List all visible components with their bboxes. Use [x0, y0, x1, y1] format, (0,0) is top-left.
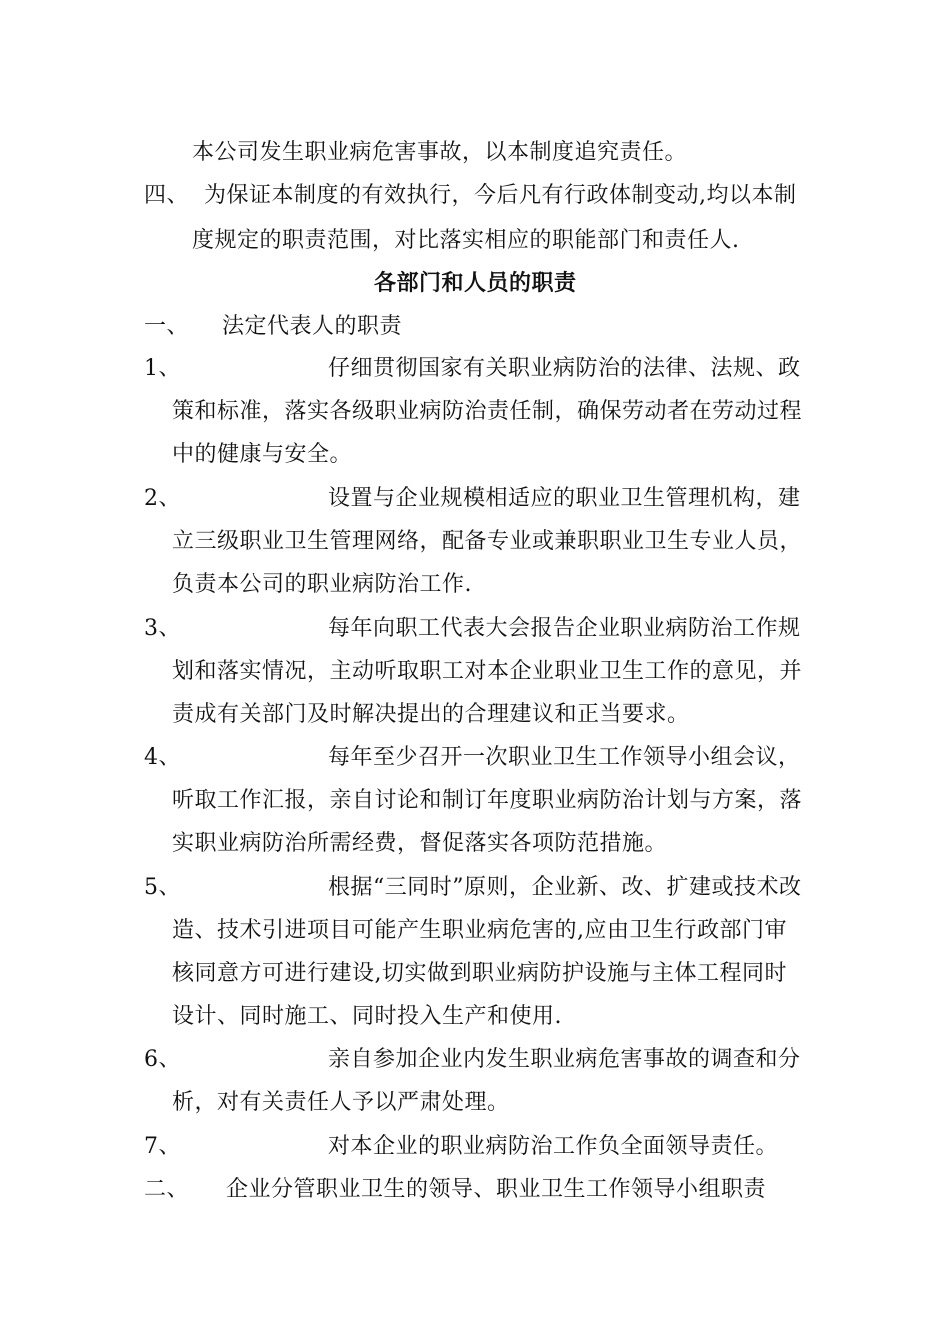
section-heading: 法定代表人的职责	[222, 314, 403, 339]
item-line: 对本企业的职业病防治工作负全面领导责任。	[328, 1134, 779, 1159]
item-number: 4、	[144, 745, 181, 770]
item-line: 立三级职业卫生管理网络，配备专业或兼职职业卫生专业人员，	[172, 529, 803, 554]
item-line: 析，对有关责任人予以严肃处理。	[172, 1090, 510, 1115]
item-line: 实职业病防治所需经费，督促落实各项防范措施。	[172, 831, 668, 856]
item-line: 仔细贯彻国家有关职业病防治的法律、法规、政	[328, 356, 801, 381]
item-line: 设置与企业规模相适应的职业卫生管理机构，建	[328, 486, 801, 511]
item-line: 核同意方可进行建设,切实做到职业病防护设施与主体工程同时	[172, 961, 787, 986]
item-line: 听取工作汇报，亲自讨论和制订年度职业病防治计划与方案，落	[172, 788, 803, 813]
section-number: 四、	[144, 183, 190, 208]
item-number: 6、	[144, 1047, 181, 1072]
section-title: 各部门和人员的职责	[374, 270, 577, 296]
item-line: 根据“三同时”原则，企业新、改、扩建或技术改	[328, 875, 802, 900]
section-number: 一、	[144, 314, 190, 339]
item-line: 每年至少召开一次职业卫生工作领导小组会议，	[328, 745, 801, 770]
item-line: 中的健康与安全。	[172, 442, 353, 467]
item-line: 设计、同时施工、同时投入生产和使用.	[172, 1004, 562, 1029]
item-line: 负责本公司的职业病防治工作.	[172, 572, 472, 597]
item-number: 1、	[144, 356, 181, 381]
item-line: 划和落实情况，主动听取职工对本企业职业卫生工作的意见，并	[172, 659, 803, 684]
item-number: 5、	[144, 875, 181, 900]
item-number: 3、	[144, 616, 181, 641]
item-number: 2、	[144, 486, 181, 511]
section-heading: 企业分管职业卫生的领导、职业卫生工作领导小组职责	[226, 1177, 767, 1202]
item-line: 造、技术引进项目可能产生职业病危害的,应由卫生行政部门审	[172, 918, 787, 943]
item-number: 7、	[144, 1134, 181, 1159]
intro-line: 本公司发生职业病危害事故，以本制度追究责任。	[192, 140, 688, 165]
item-line: 策和标准，落实各级职业病防治责任制，确保劳动者在劳动过程	[172, 399, 803, 424]
paragraph-line: 为保证本制度的有效执行，今后凡有行政体制变动,均以本制	[204, 183, 797, 208]
paragraph-line: 度规定的职责范围，对比落实相应的职能部门和责任人.	[192, 228, 740, 253]
item-line: 亲自参加企业内发生职业病危害事故的调查和分	[328, 1047, 801, 1072]
item-line: 每年向职工代表大会报告企业职业病防治工作规	[328, 616, 801, 641]
item-line: 责成有关部门及时解决提出的合理建议和正当要求。	[172, 702, 690, 727]
section-number: 二、	[144, 1177, 190, 1202]
